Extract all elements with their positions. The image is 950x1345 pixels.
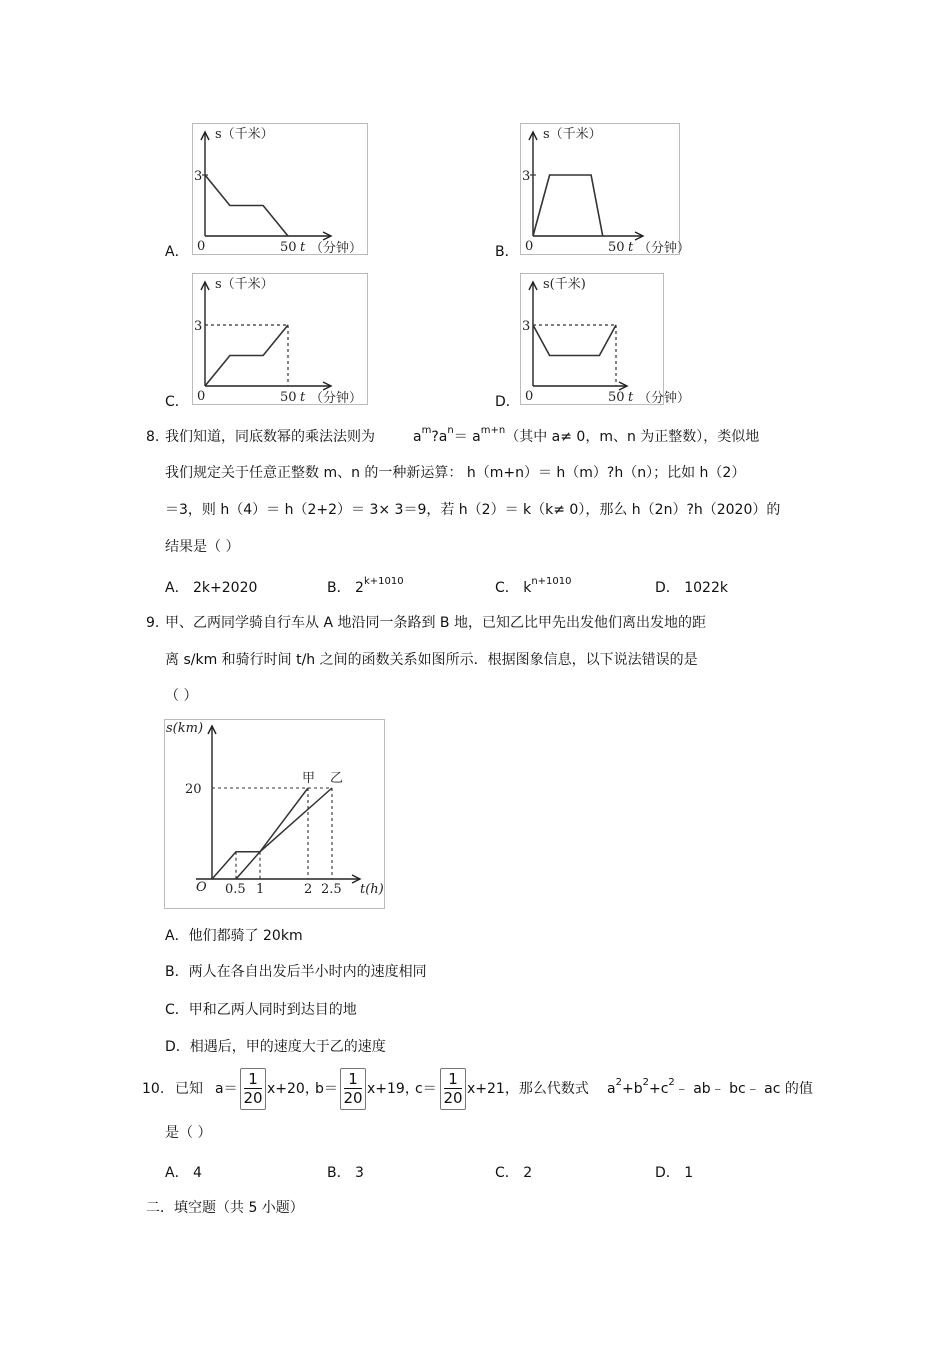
q9-series-jia xyxy=(236,788,308,879)
q9-label-yi: 乙 xyxy=(330,771,344,786)
graph-b-ylabel: s（千米） xyxy=(543,127,602,142)
q10-fraction-c-den: 20 xyxy=(443,1089,463,1107)
q8-dot: ?a xyxy=(431,429,448,445)
graph-a-tvar: t xyxy=(300,240,306,255)
q8-option-b-exp: k+1010 xyxy=(363,576,404,588)
section-2-heading: 二．填空题（共 5 小题） xyxy=(146,1200,304,1216)
graph-a-ylabel: s（千米） xyxy=(215,127,274,142)
q10-option-c: C． 2 xyxy=(495,1165,533,1181)
q10-a-eq: a＝ xyxy=(215,1081,238,1097)
q8-line1-intro: 我们知道，同底数幂的乘法法则为 xyxy=(165,429,375,445)
option-a-label: A． xyxy=(165,244,189,260)
graph-a-xtick-50: 50 xyxy=(280,240,297,255)
option-d-label: D． xyxy=(495,394,520,410)
q10-xa: x+20， xyxy=(267,1081,319,1097)
q10-fraction-c xyxy=(440,1068,466,1110)
q9-xtick-3: 2.5 xyxy=(321,882,342,897)
q10-c-eq: c＝ xyxy=(415,1081,437,1097)
q9-option-d: D．相遇后，甲的速度大于乙的速度 xyxy=(165,1039,386,1055)
graph-c-tvar: t xyxy=(300,390,306,405)
q9-series-yi xyxy=(212,788,332,879)
q8-option-b-base: B． 2 xyxy=(327,580,364,596)
graph-c-ytick-3: 3 xyxy=(194,319,203,334)
q8-option-c-base: C． k xyxy=(495,580,532,596)
graph-b-ytick-3: 3 xyxy=(522,169,531,184)
q8-option-b xyxy=(327,576,404,597)
graph-c-curve xyxy=(205,325,288,386)
q10-b-eq: b＝ xyxy=(315,1081,338,1097)
q9-option-a: A．他们都骑了 20km xyxy=(165,928,303,944)
q10-exp-c: 2 xyxy=(668,1077,675,1089)
q9-graph xyxy=(164,719,385,909)
q10-expr-c: +c xyxy=(648,1081,669,1097)
q9-line1: 甲、乙两同学骑自行车从 A 地沿同一条路到 B 地，已知乙比甲先出发他们离出发地的距 xyxy=(165,615,706,631)
q10-fraction-b-den: 20 xyxy=(343,1089,363,1107)
q8-option-c xyxy=(495,576,572,597)
q9-xlabel: t(h) xyxy=(360,882,384,897)
graph-b-svg xyxy=(521,124,691,256)
q8-line1 xyxy=(165,425,760,446)
q10-option-b: B． 3 xyxy=(327,1165,364,1181)
graph-d-curve xyxy=(533,325,616,356)
graph-d-ylabel: s(千米) xyxy=(543,277,586,292)
q9-line3: （ ） xyxy=(165,688,198,704)
graph-c-xunit: （分钟） xyxy=(310,391,363,406)
graph-a-svg xyxy=(193,124,367,254)
q10-fraction-b xyxy=(340,1068,366,1110)
graph-c-svg xyxy=(193,274,367,404)
q8-eq: ＝ a xyxy=(453,429,481,445)
graph-b-tvar: t xyxy=(628,240,634,255)
q9-option-c: C．甲和乙两人同时到达目的地 xyxy=(165,1002,357,1018)
graph-option-c xyxy=(192,273,368,405)
option-c-label: C． xyxy=(165,394,189,410)
q8-a: a xyxy=(413,429,422,445)
q10-exp-b: 2 xyxy=(642,1077,649,1089)
graph-a-origin: 0 xyxy=(197,239,206,254)
q10-fraction-a-num: 1 xyxy=(248,1070,258,1088)
q8-number: 8. xyxy=(146,429,160,445)
graph-d-xunit: （分钟） xyxy=(638,391,691,406)
graph-c-origin: 0 xyxy=(197,389,206,404)
q10-known: 已知 xyxy=(175,1081,203,1097)
q9-ylabel: s(km) xyxy=(166,721,204,736)
q10-xb: x+19， xyxy=(367,1081,419,1097)
q10-fraction-c-num: 1 xyxy=(448,1070,458,1088)
q10-exp-a: 2 xyxy=(615,1077,622,1089)
q9-xtick-0: 0.5 xyxy=(225,882,246,897)
graph-d-origin: 0 xyxy=(525,389,534,404)
q8-option-c-exp: n+1010 xyxy=(531,576,572,588)
q10-line2: 是（ ） xyxy=(165,1125,212,1141)
q9-option-b: B．两人在各自出发后半小时内的速度相同 xyxy=(165,964,427,980)
q9-origin: O xyxy=(196,880,207,895)
graph-d-svg xyxy=(521,274,691,406)
q8-line2: 我们规定关于任意正整数 m、n 的一种新运算： h（m+n）＝ h（m）?h（n）；比如 h（2） xyxy=(165,465,746,481)
q10-xc: x+21，那么代数式 xyxy=(467,1081,589,1097)
graph-d-tvar: t xyxy=(628,390,634,405)
q9-graph-svg xyxy=(165,720,384,908)
graph-a-xunit: （分钟） xyxy=(310,241,363,256)
q8-option-a: A． 2k+2020 xyxy=(165,580,258,596)
q10-option-d: D． 1 xyxy=(655,1165,694,1181)
q10-number: 10. xyxy=(142,1081,165,1097)
q8-line3: ＝3，则 h（4）＝ h（2+2）＝ 3× 3＝9，若 h（2）＝ k（k≠ 0），那么 h（2n）?h（2020）的 xyxy=(165,502,781,518)
q9-line2: 离 s/km 和骑行时间 t/h 之间的函数关系如图所示．根据图象信息，以下说法错误的是 xyxy=(165,652,698,668)
q8-line4: 结果是（ ） xyxy=(165,539,240,555)
q10-fraction-a-den: 20 xyxy=(243,1089,263,1107)
q10-expr-a: a xyxy=(607,1081,616,1097)
q8-exp-m: m xyxy=(421,425,432,437)
graph-c-xtick-50: 50 xyxy=(280,390,297,405)
graph-b-xunit: （分钟） xyxy=(638,241,691,256)
q8-exp-mn: m+n xyxy=(480,425,506,437)
graph-c-ylabel: s（千米） xyxy=(215,277,274,292)
graph-d-xtick-50: 50 xyxy=(608,390,625,405)
q10-fraction-b-num: 1 xyxy=(348,1070,358,1088)
graph-d-ytick-3: 3 xyxy=(522,319,531,334)
q10-fraction-a xyxy=(240,1068,266,1110)
q8-option-d: D． 1022k xyxy=(655,580,728,596)
q10-expr-rest: ﹣ ab﹣ bc﹣ ac 的值 xyxy=(674,1081,813,1097)
graph-option-d xyxy=(520,273,691,406)
graph-a-curve xyxy=(205,175,288,236)
q10-expression xyxy=(607,1077,813,1098)
q10-option-a: A． 4 xyxy=(165,1165,202,1181)
graph-option-a xyxy=(192,123,368,255)
graph-b-curve xyxy=(533,175,603,236)
q8-line1-tail: （其中 a≠ 0，m、n 为正整数），类似地 xyxy=(505,429,760,445)
graph-a-ytick-3: 3 xyxy=(194,169,203,184)
graph-option-b xyxy=(520,123,691,256)
q9-xtick-1: 1 xyxy=(256,882,265,897)
graph-b-xtick-50: 50 xyxy=(608,240,625,255)
graph-b-origin: 0 xyxy=(525,239,534,254)
q9-label-jia: 甲 xyxy=(302,771,316,786)
q9-xtick-2: 2 xyxy=(304,882,313,897)
option-b-label: B． xyxy=(495,244,519,260)
q10-expr-b: +b xyxy=(621,1081,643,1097)
q9-ytick-20: 20 xyxy=(185,782,202,797)
q8-exp-n: n xyxy=(447,425,454,437)
q9-number: 9. xyxy=(146,615,160,631)
